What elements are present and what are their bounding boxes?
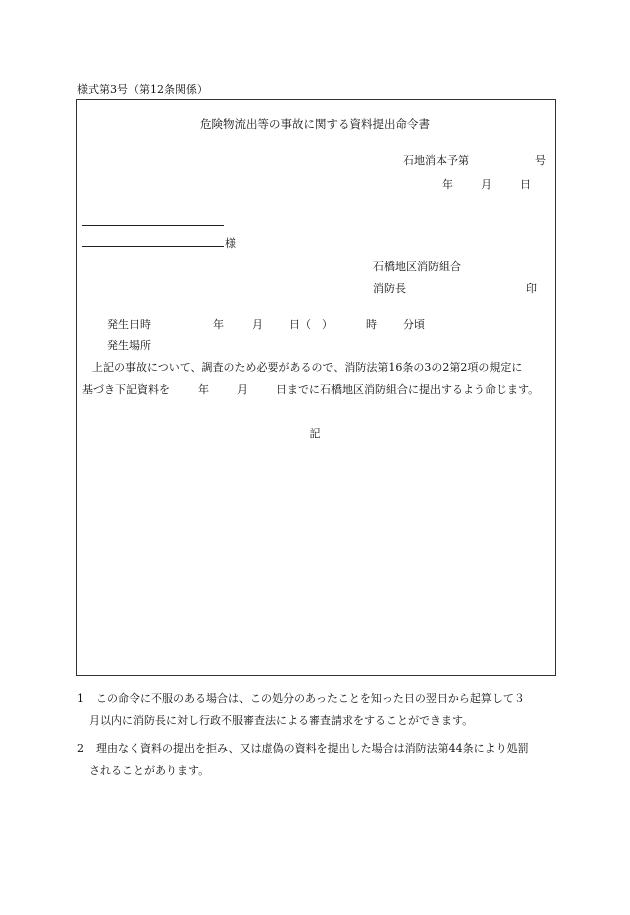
issue-date-year: 年 <box>442 178 453 191</box>
occurrence-hour: 時 <box>366 318 377 331</box>
issue-date <box>442 176 531 192</box>
addressee-line-2 <box>82 246 224 247</box>
document-number-prefix: 石地消本予第 <box>403 154 469 167</box>
occurrence-month: 月 <box>252 318 263 331</box>
form-label: 様式第3号（第12条関係） <box>77 83 208 96</box>
body-line-2-b: 日までに石橋地区消防組合に提出するよう命じます。 <box>276 383 540 396</box>
ki-heading: 記 <box>309 427 321 440</box>
body-line-2-month: 月 <box>237 383 248 396</box>
note-1-text-1: この命令に不服のある場合は、この処分のあったことを知った日の翌日から起算して３ <box>96 692 525 705</box>
document-title: 危険物流出等の事故に関する資料提出命令書 <box>200 117 430 131</box>
document-number <box>403 152 546 168</box>
occurrence-place-label: 発生場所 <box>107 339 151 352</box>
note-1-number: 1 <box>77 692 84 705</box>
document-number-suffix: 号 <box>535 154 546 167</box>
occurrence-day: 日（ ） <box>289 318 333 331</box>
addressee-suffix: 様 <box>225 237 236 250</box>
sender-title: 消防長 <box>373 282 406 295</box>
note-2-line-2: されることがあります。 <box>89 764 210 777</box>
occurrence-datetime <box>107 316 425 332</box>
issue-date-month: 月 <box>481 178 492 191</box>
note-2-text-1: 理由なく資料の提出を拒み、又は虚偽の資料を提出した場合は消防法第44条により処罰 <box>96 742 529 755</box>
occurrence-datetime-label: 発生日時 <box>107 318 151 331</box>
body-line-1: 上記の事故について、調査のため必要があるので、消防法第16条の3の2第2項の規定に <box>92 361 523 374</box>
occurrence-minute: 分頃 <box>403 318 425 331</box>
occurrence-year: 年 <box>213 318 224 331</box>
issue-date-day: 日 <box>520 178 531 191</box>
body-line-2-year: 年 <box>198 383 209 396</box>
body-line-2-a: 基づき下記資料を <box>82 383 170 396</box>
body-line-2 <box>82 381 539 397</box>
note-1-line-1 <box>77 690 525 706</box>
note-1-line-2: 月以内に消防長に対し行政不服審査法による審査請求をすることができます。 <box>89 714 474 727</box>
sender-org: 石橋地区消防組合 <box>373 260 461 273</box>
seal-mark: 印 <box>526 282 537 295</box>
note-2-line-1 <box>77 740 529 756</box>
addressee-line-1 <box>82 225 224 226</box>
note-2-number: 2 <box>77 742 84 755</box>
